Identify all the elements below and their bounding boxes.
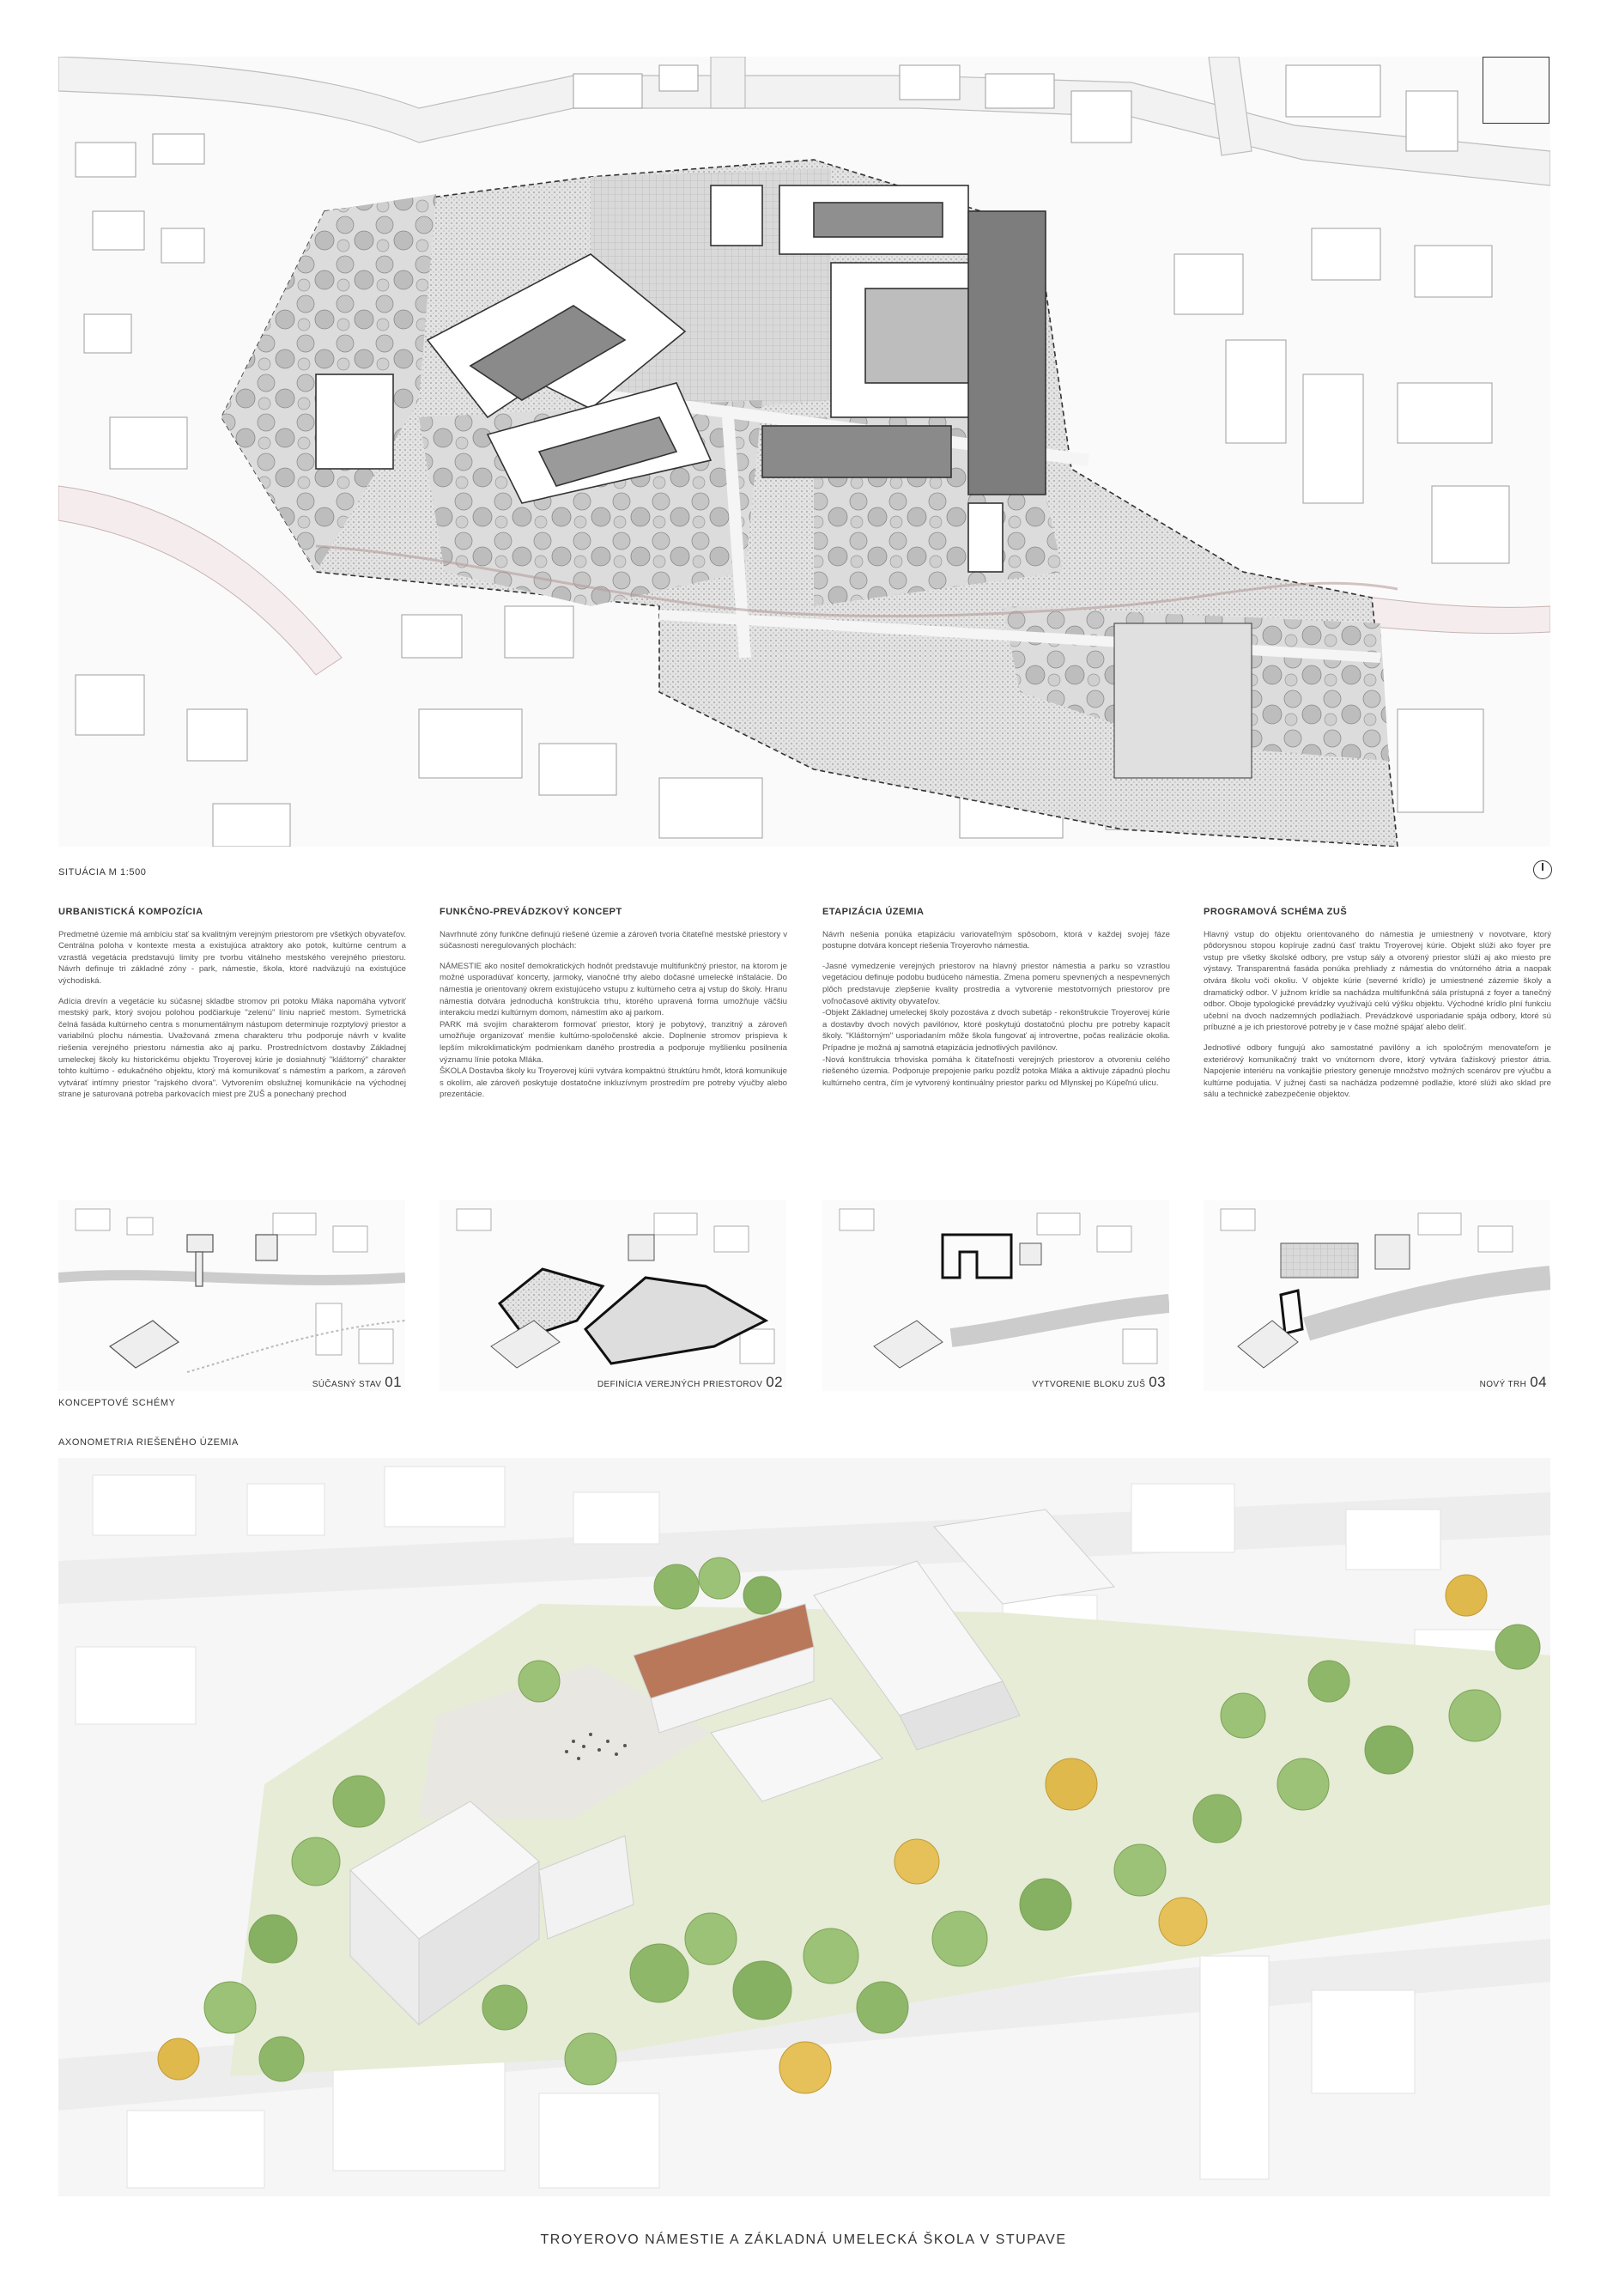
scheme-04 — [1204, 1200, 1550, 1391]
scheme-drawing — [58, 1200, 405, 1391]
scheme-number: 02 — [766, 1374, 783, 1390]
section-paragraph: Hlavný vstup do objektu orientovaného do námestia je umiestnený v novotvare, ktorý pôdorysnou stopou kopíruje zadnú časť traktu Troyerovej kúrie. Objekt slúži ako foyer pre vstup pre všetky školské odbory, pre vstup sály a otvorený priestor slúži aj ako miesto pre výstavy. Transparentná fasáda ponúka prehliady z námestia do vnútorného átria a naopak otvára školu voči okoliu. V objekte kúrie (severné krídlo) je umiestnené zázemie školy a dramatický odbor. V južnom krídle sa nachádza multifunkčná sála prístupná z foyer a tanečný odbor. Oboje typologické prevádzky využívajú celú výšku objektu. Východné krídlo plní funkciu učební na dvoch nadzemných podlažiach. Prevádzkové usporiadanie spája odbory, ktoré sú príbuzné a je ich priestorové potreby je v čase možné spájať alebo deliť. — [1204, 929, 1551, 1033]
legend-box — [1483, 57, 1549, 124]
section-paragraph: Navrhnuté zóny funkčne definujú riešené územie a zároveň tvoria čitateľné mestské priestory v súčasnosti neregulovaných plochách: — [440, 929, 787, 951]
page-title: TROYEROVO NÁMESTIE A ZÁKLADNÁ UMELECKÁ ŠKOLA V STUPAVE — [540, 2232, 1067, 2247]
scheme-number: 04 — [1530, 1374, 1547, 1390]
plan-caption: SITUÁCIA M 1:500 — [58, 867, 147, 878]
scheme-drawing — [440, 1200, 786, 1391]
scheme-number: 03 — [1149, 1374, 1166, 1390]
axo-caption: AXONOMETRIA RIEŠENÉHO ÚZEMIA — [58, 1437, 239, 1448]
text-column-program — [1204, 907, 1551, 1109]
section-paragraph: NÁMESTIE ako nositeľ demokratických hodnôt predstavuje multifunkčný priestor, na ktorom je možné usporadúvať koncerty, jarmoky, vianočné trhy alebo dočasné umelecké inštalácie. Do námestia je orientovaný okrem existujúceho vstupu z kultúrneho cetra aj vstup do školy. Hranu námestia dotvára jednoduchá konštrukcia trhu, ktorého upravená forma umožňuje väčšiu interakciu medzi kultúrnym domom, námestím ako aj parkom. PARK má svojím charakterom formovať priestor, ktorý je pobytový, tranzitný a zároveň umožňuje organizovať menšie kultúrno-spoločenské akcie. Doplnenie stromov prispieva k lepším mikroklimatickým podmienkam daného prostredia a podporuje myšlienku posilnenia významu línie potoka Mláka. ŠKOLA Dostavba školy ku Troyerovej kúrii vytvára kompaktnú štruktúru hmôt, ktorá komunikuje s okolím, ale zároveň poskytuje dostatočne inkluzívnym prostredím pre potreby výučby alebo prezentácie. — [440, 961, 787, 1100]
north-arrow-icon — [1533, 860, 1552, 879]
scheme-label: VYTVORENIE BLOKU ZUŠ 03 — [1032, 1374, 1166, 1390]
schemes-caption: KONCEPTOVÉ SCHÉMY — [58, 1398, 176, 1408]
scheme-label: NOVÝ TRH 04 — [1479, 1374, 1547, 1390]
axonometry-render — [58, 1458, 1550, 2196]
section-paragraph: Adícia drevín a vegetácie ku súčasnej skladbe stromov pri potoku Mláka napomáha vytvoriť mestský park, ktorý svojou polohou podčiarkuje "zelenú" líniu naprieč mestom. Symetrická čelná fasáda kultúrneho centra s monumentálnym nástupom determinuje rozptylový priestor a variabilnú plochu námestia. Uvažovaná zmena charakteru trhu podporuje návrh v kvalite riešenia verejného priestoru námestia ako aj parku. Prostredníctvom dostavby Základnej umeleckej školy ku historickému objektu Troyerovej kúrie je dosiahnutý "kláštorný" charakter tohto kultúrno - edukačného objektu, ktorý má komunikovať s námestím a parkom, a zároveň vytvárať intímny priestor "rajského dvora". Vytvorením obslužnej komunikácie na východnej strane je saturovaná potreba parkovacích miest pre ZUŠ a ponechaný prechod — [58, 996, 406, 1100]
scheme-label: SÚČASNÝ STAV 01 — [312, 1374, 402, 1390]
section-paragraph: -Jasné vymedzenie verejných priestorov na hlavný priestor námestia a parku so vzrastlou vegetáciou definuje podobu budúceho námestia. Zmena pomeru spevnených a nespevnených plôch predstavuje zlepšenie kvality prostredia a vytvorenie mestotvorných priestorov pre voľnočasové aktivity obyvateľov. -Objekt Základnej umeleckej školy pozostáva z dvoch subetáp - rekonštrukcie Troyerovej kúrie a dostavby dvoch nových pavilónov, ktoré poskytujú dostatočnú plochu pre potreby kapacít školy. "Kláštorným" usporiadaním môže škola fungovať aj introvertne, počas realizácie okolia. Prípadne je možná aj samotná etapizácia jednotlivých pavilónov. -Nová konštrukcia trhoviska pomáha k čitateľnosti verejných priestorov a otvoreniu celého riešeného územia. Podporuje prepojenie parku pozdĺž potoka Mláka a aktivuje západnú plochu kultúrneho centra, čím je vytvorený kontinuálny priestor parku od Mlynskej po Kúpeľnú ulicu. — [822, 961, 1170, 1088]
section-paragraph: Jednotlivé odbory fungujú ako samostatné pavilóny a ich spoločným menovateľom je exteriérový komunikačný trakt vo vnútornom dvore, ktorý vytvára ťažiskový priestor átria. Napojenie interiéru na vonkajšie priestory generuje množstvo možných scenárov pre výučbu a kultúrne podujatia. V južnej časti sa nachádza podzemné podlažie, ktoré slúži ako sklad pre sálu a technické zabezpečenie objektov. — [1204, 1042, 1551, 1100]
text-column-functional — [440, 907, 787, 1109]
section-heading: FUNKČNO-PREVÁDZKOVÝ KONCEPT — [440, 907, 622, 917]
scheme-drawing — [822, 1200, 1169, 1391]
scheme-number: 01 — [385, 1374, 402, 1390]
section-paragraph: Návrh nešenia ponúka etapizáciu variovateľným spôsobom, ktorá v každej svojej fáze postupne dotvára koncept riešenia Troyerovho námestia. — [822, 929, 1170, 951]
site-plan-drawing — [58, 57, 1550, 847]
scheme-02 — [440, 1200, 786, 1391]
scheme-01 — [58, 1200, 405, 1391]
text-column-phasing — [822, 907, 1170, 1097]
text-column-urban — [58, 907, 406, 1109]
section-heading: PROGRAMOVÁ SCHÉMA ZUŠ — [1204, 907, 1348, 917]
section-heading: URBANISTICKÁ KOMPOZÍCIA — [58, 907, 203, 917]
scheme-03 — [822, 1200, 1169, 1391]
section-paragraph: Predmetné územie má ambíciu stať sa kvalitným verejným priestorom pre všetkých obyvateľov. Centrálna poloha v kontexte mesta a existujúca atraktory ako potok, kultúrne centrum a vzrastlá vegetácia predstavujú limity pre tvorbu vitálneho mestského verejného priestoru. Návrh definuje tri základné zóny - park, námestie, škola, ktoré nadväzujú na existujúce východiská. — [58, 929, 406, 986]
scheme-label: DEFINÍCIA VEREJNÝCH PRIESTOROV 02 — [597, 1374, 783, 1390]
axonometry-drawing — [58, 1458, 1550, 2196]
site-plan — [58, 57, 1550, 847]
section-heading: ETAPIZÁCIA ÚZEMIA — [822, 907, 925, 917]
scheme-drawing — [1204, 1200, 1550, 1391]
